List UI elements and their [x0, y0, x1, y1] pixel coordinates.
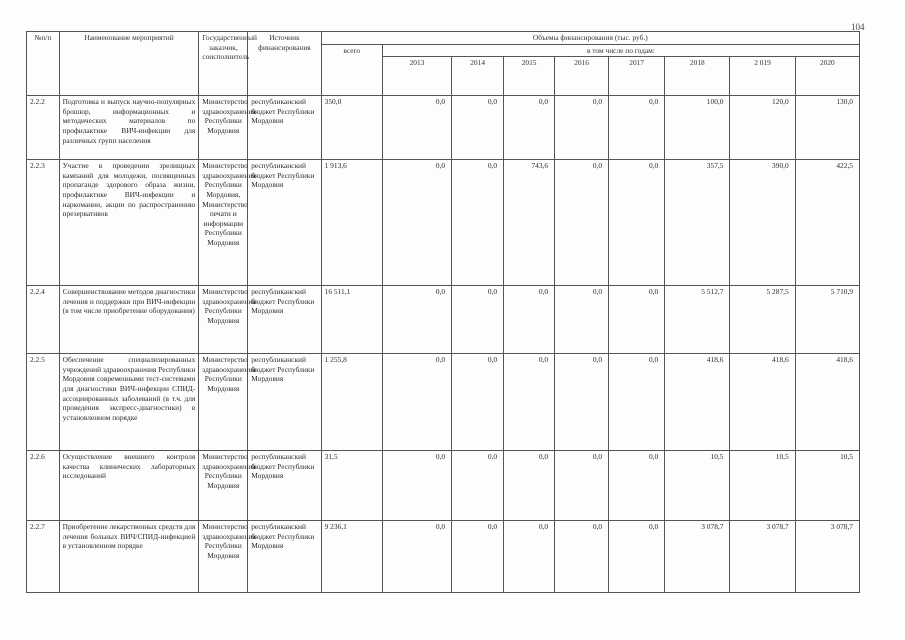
row-value: 0,0 [555, 286, 609, 354]
row-source: республиканский бюджет Республики Мордовия [248, 451, 321, 521]
row-name: Осуществление внешнего контроля качества клинических лабораторных исследований [59, 451, 199, 521]
row-name: Подготовка и выпуск научно-популярных брошюр, информационных и методических материалов по профилактике ВИЧ-инфекции для различных групп населения [59, 96, 199, 160]
row-value: 743,6 [504, 160, 555, 286]
header-total: всего [321, 44, 382, 96]
header-source: Источник финансирования [248, 32, 321, 96]
row-value: 10,5 [665, 451, 730, 521]
row-customer: Министерство здравоохранения Республики Мордовия [199, 286, 248, 354]
row-value: 0,0 [504, 451, 555, 521]
row-num: 2.2.5 [27, 354, 60, 451]
row-value: 0,0 [382, 521, 451, 593]
row-total: 9 236,1 [321, 521, 382, 593]
header-name: Наименование мероприятий [59, 32, 199, 96]
row-source: республиканский бюджет Республики Мордовия [248, 96, 321, 160]
row-num: 2.2.6 [27, 451, 60, 521]
row-source: республиканский бюджет Республики Мордовия [248, 521, 321, 593]
row-value: 0,0 [609, 451, 665, 521]
header-num: №п/п [27, 32, 60, 96]
row-num: 2.2.7 [27, 521, 60, 593]
row-value: 100,0 [665, 96, 730, 160]
row-value: 0,0 [452, 451, 504, 521]
row-value: 0,0 [609, 286, 665, 354]
row-total: 16 511,1 [321, 286, 382, 354]
row-value: 5 710,9 [795, 286, 859, 354]
header-volumes: Объемы финансирования (тыс. руб.) [321, 32, 859, 45]
header-year: 2014 [452, 57, 504, 96]
row-value: 390,0 [730, 160, 795, 286]
row-total: 31,5 [321, 451, 382, 521]
row-value: 5 512,7 [665, 286, 730, 354]
header-by-years: в том числе по годам: [382, 44, 859, 57]
row-value: 3 078,7 [665, 521, 730, 593]
table-row [27, 160, 860, 286]
row-value: 0,0 [555, 521, 609, 593]
row-value: 0,0 [452, 160, 504, 286]
row-value: 0,0 [452, 521, 504, 593]
row-customer: Министерство здравоохранения Республики Мордовия [199, 354, 248, 451]
row-name: Участие в проведении зрелищных кампаний для молодежи, посвященных пропаганде здорового образа жизни, профилактике ВИЧ-инфекции и наркомании, акции по распространению презервативов [59, 160, 199, 286]
row-value: 0,0 [382, 451, 451, 521]
header-row [27, 32, 860, 45]
header-customer: Государственный заказчик, соисполнитель [199, 32, 248, 96]
header-year: 2016 [555, 57, 609, 96]
header-year: 2013 [382, 57, 451, 96]
header-year: 2018 [665, 57, 730, 96]
row-value: 422,5 [795, 160, 859, 286]
row-total: 1 255,8 [321, 354, 382, 451]
row-value: 3 078,7 [795, 521, 859, 593]
row-value: 0,0 [504, 521, 555, 593]
row-value: 418,6 [730, 354, 795, 451]
header-year: 2015 [504, 57, 555, 96]
row-value: 0,0 [504, 286, 555, 354]
row-value: 0,0 [504, 354, 555, 451]
table-row [27, 96, 860, 160]
row-value: 0,0 [504, 96, 555, 160]
row-value: 10,5 [730, 451, 795, 521]
row-value: 418,6 [795, 354, 859, 451]
row-value: 418,6 [665, 354, 730, 451]
row-total: 350,0 [321, 96, 382, 160]
row-value: 10,5 [795, 451, 859, 521]
row-value: 0,0 [609, 354, 665, 451]
header-year: 2020 [795, 57, 859, 96]
row-source: республиканский бюджет Республики Мордовия [248, 354, 321, 451]
row-num: 2.2.4 [27, 286, 60, 354]
row-value: 0,0 [555, 354, 609, 451]
row-name: Совершенствование методов диагностики лечения и поддержки при ВИЧ-инфекции (в том числе приобретение оборудования) [59, 286, 199, 354]
row-num: 2.2.2 [27, 96, 60, 160]
row-value: 0,0 [452, 96, 504, 160]
row-customer: Министерство здравоохранения Республики Мордовия [199, 451, 248, 521]
row-value: 0,0 [609, 521, 665, 593]
table-row [27, 286, 860, 354]
row-value: 130,0 [795, 96, 859, 160]
financing-table [26, 31, 860, 593]
row-value: 0,0 [452, 354, 504, 451]
header-year: 2 019 [730, 57, 795, 96]
row-name: Приобретение лекарственных средств для лечения больных ВИЧ/СПИД-инфекцией в установленном порядке [59, 521, 199, 593]
row-value: 0,0 [555, 451, 609, 521]
row-value: 0,0 [452, 286, 504, 354]
row-source: республиканский бюджет Республики Мордовия [248, 286, 321, 354]
row-value: 120,0 [730, 96, 795, 160]
row-value: 3 078,7 [730, 521, 795, 593]
row-customer: Министерство здравоохранения Республики Мордовия, Министерство печати и информации Республики Мордовия [199, 160, 248, 286]
table-row [27, 521, 860, 593]
table-row [27, 354, 860, 451]
row-value: 0,0 [555, 160, 609, 286]
row-customer: Министерство здравоохранения Республики Мордовия [199, 521, 248, 593]
row-value: 0,0 [609, 96, 665, 160]
page-number: 104 [851, 22, 865, 32]
row-value: 0,0 [382, 160, 451, 286]
row-num: 2.2.3 [27, 160, 60, 286]
row-value: 0,0 [382, 286, 451, 354]
row-value: 357,5 [665, 160, 730, 286]
header-year: 2017 [609, 57, 665, 96]
table-row [27, 451, 860, 521]
row-value: 0,0 [609, 160, 665, 286]
row-value: 0,0 [382, 354, 451, 451]
row-name: Обеспечение специализированных учреждений здравоохранения Республики Мордовия современными тест-системами для диагностики ВИЧ-инфекции СПИД-ассоциированных заболеваний (в т.ч. для проведения экспресс-диагностики) в установленном порядке [59, 354, 199, 451]
row-value: 0,0 [382, 96, 451, 160]
row-value: 5 287,5 [730, 286, 795, 354]
row-customer: Министерство здравоохранения Республики Мордовия [199, 96, 248, 160]
row-total: 1 913,6 [321, 160, 382, 286]
row-value: 0,0 [555, 96, 609, 160]
row-source: республиканский бюджет Республики Мордовия [248, 160, 321, 286]
